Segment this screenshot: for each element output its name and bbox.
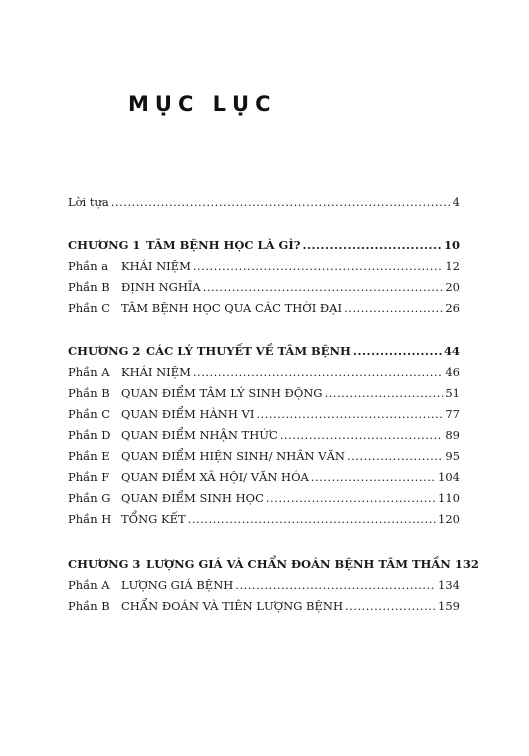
chapter-label: CHƯƠNG 1 bbox=[68, 238, 141, 252]
part-title: ĐỊNH NGHĨA bbox=[121, 280, 201, 294]
toc-entry-page: 4 bbox=[452, 195, 460, 209]
dot-leader bbox=[345, 597, 436, 615]
dot-leader bbox=[188, 510, 436, 528]
toc-part bbox=[68, 405, 460, 423]
part-page: 159 bbox=[438, 599, 460, 613]
part-page: 51 bbox=[445, 386, 460, 400]
part-title: KHÁI NIỆM bbox=[121, 259, 191, 273]
dot-leader bbox=[325, 384, 444, 402]
part-label: Phần E bbox=[68, 449, 110, 463]
part-title: QUAN ĐIỂM NHẬN THỨC bbox=[121, 428, 278, 442]
part-title: LƯỢNG GIÁ BỆNH bbox=[121, 578, 234, 592]
dot-leader bbox=[344, 299, 443, 317]
toc-part bbox=[68, 299, 460, 317]
dot-leader bbox=[280, 426, 444, 444]
toc-part bbox=[68, 510, 460, 528]
dot-leader bbox=[235, 576, 436, 594]
part-label: Phần a bbox=[68, 259, 109, 273]
part-label: Phần B bbox=[68, 280, 110, 294]
toc-entry-title: Lời tựa bbox=[68, 195, 109, 209]
part-page: 20 bbox=[445, 280, 460, 294]
part-label: Phần C bbox=[68, 407, 111, 421]
part-page: 46 bbox=[445, 365, 460, 379]
dot-leader bbox=[353, 342, 442, 360]
chapter-title: TÂM BỆNH HỌC LÀ GÌ? bbox=[146, 238, 301, 252]
part-page: 26 bbox=[445, 301, 460, 315]
dot-leader bbox=[302, 236, 442, 254]
chapter-page: 132 bbox=[454, 557, 479, 571]
chapter-title: LƯỢNG GIÁ VÀ CHẨN ĐOÁN BỆNH TÂM THẦN bbox=[146, 557, 451, 571]
part-page: 12 bbox=[445, 259, 460, 273]
chapter-label: CHƯƠNG 3 bbox=[68, 557, 141, 571]
chapter-label: CHƯƠNG 2 bbox=[68, 344, 141, 358]
part-title: QUAN ĐIỂM XÃ HỘI/ VĂN HÓA bbox=[121, 470, 309, 484]
part-page: 104 bbox=[438, 470, 460, 484]
part-title: TÂM BỆNH HỌC QUA CÁC THỜI ĐẠI bbox=[121, 301, 343, 315]
toc-entry-foreword bbox=[68, 193, 460, 211]
dot-leader bbox=[203, 278, 444, 296]
dot-leader bbox=[256, 405, 443, 423]
part-title: QUAN ĐIỂM HÀNH VI bbox=[121, 407, 255, 421]
part-title: QUAN ĐIỂM TÂM LÝ SINH ĐỘNG bbox=[121, 386, 323, 400]
part-label: Phần F bbox=[68, 470, 110, 484]
toc-part bbox=[68, 426, 460, 444]
dot-leader bbox=[193, 257, 443, 275]
part-page: 120 bbox=[438, 512, 460, 526]
part-title: TỔNG KẾT bbox=[121, 512, 186, 526]
toc-part bbox=[68, 278, 460, 296]
part-title: KHÁI NIỆM bbox=[121, 365, 191, 379]
toc-chapter-2 bbox=[68, 342, 460, 360]
part-label: Phần C bbox=[68, 301, 111, 315]
dot-leader bbox=[111, 193, 451, 211]
part-page: 95 bbox=[445, 449, 460, 463]
toc-part bbox=[68, 363, 460, 381]
dot-leader bbox=[347, 447, 443, 465]
dot-leader bbox=[193, 363, 443, 381]
toc-part bbox=[68, 576, 460, 594]
chapter-title: CÁC LÝ THUYẾT VỀ TÂM BỆNH bbox=[146, 344, 351, 358]
page-title: MỤC LỤC bbox=[128, 92, 277, 116]
part-label: Phần G bbox=[68, 491, 111, 505]
part-label: Phần B bbox=[68, 599, 110, 613]
toc-chapter-1 bbox=[68, 236, 460, 254]
dot-leader bbox=[311, 468, 436, 486]
part-title: CHẨN ĐOÁN VÀ TIÊN LƯỢNG BỆNH bbox=[121, 599, 343, 613]
part-label: Phần D bbox=[68, 428, 111, 442]
toc-chapter-3 bbox=[68, 555, 479, 573]
dot-leader bbox=[266, 489, 436, 507]
toc-part bbox=[68, 597, 460, 615]
chapter-page: 10 bbox=[443, 238, 460, 252]
toc-part bbox=[68, 489, 460, 507]
part-label: Phần A bbox=[68, 365, 110, 379]
part-title: QUAN ĐIỂM HIỆN SINH/ NHÂN VĂN bbox=[121, 449, 345, 463]
toc-part bbox=[68, 468, 460, 486]
toc-part bbox=[68, 257, 460, 275]
part-label: Phần H bbox=[68, 512, 112, 526]
part-page: 77 bbox=[445, 407, 460, 421]
chapter-page: 44 bbox=[443, 344, 460, 358]
toc-part bbox=[68, 447, 460, 465]
part-label: Phần B bbox=[68, 386, 110, 400]
toc-part bbox=[68, 384, 460, 402]
part-label: Phần A bbox=[68, 578, 110, 592]
part-page: 89 bbox=[445, 428, 460, 442]
part-page: 134 bbox=[438, 578, 460, 592]
part-title: QUAN ĐIỂM SINH HỌC bbox=[121, 491, 264, 505]
part-page: 110 bbox=[438, 491, 460, 505]
